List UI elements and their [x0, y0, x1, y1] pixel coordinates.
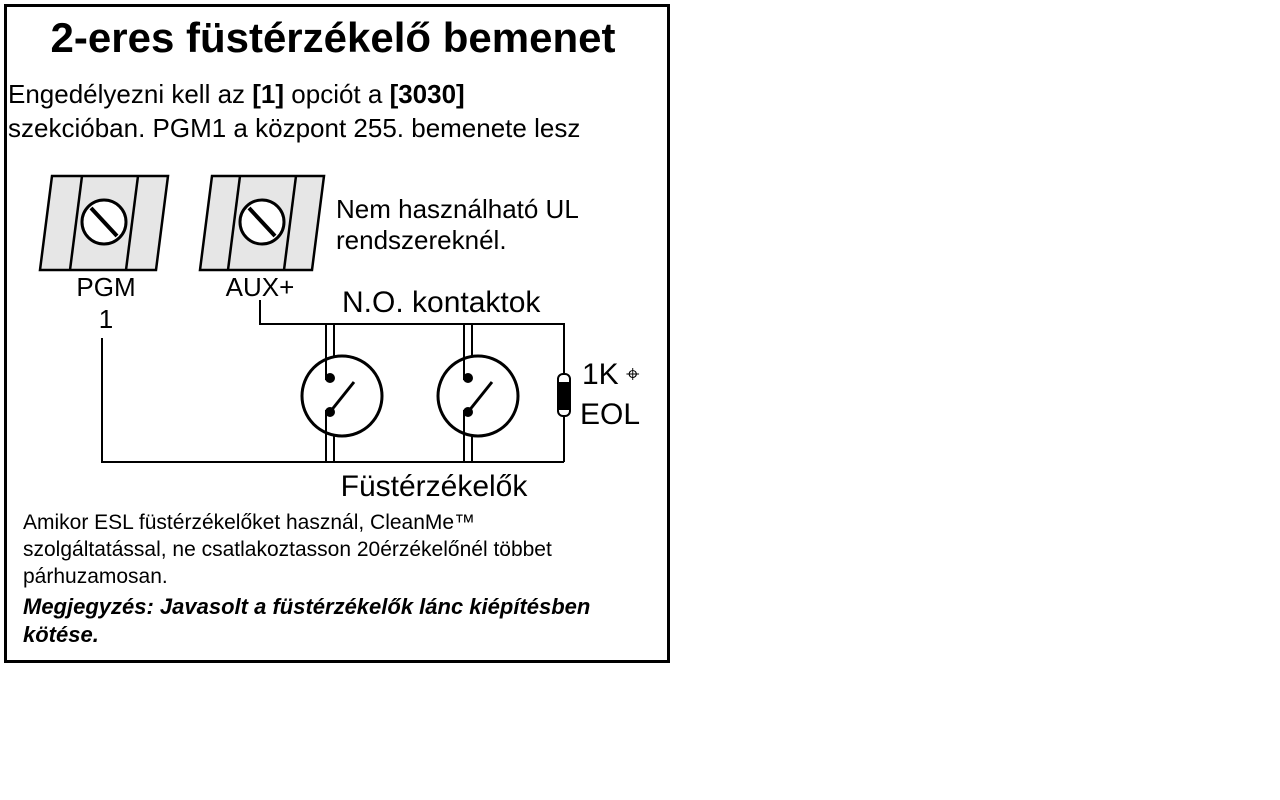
aux-label: AUX+: [225, 272, 295, 302]
smoke-detector-2: [438, 324, 518, 462]
intro-line-2: szekcióban. PGM1 a központ 255. bemenete lesz: [8, 113, 581, 143]
notes: [23, 509, 663, 649]
resistor-value: 1K: [582, 358, 619, 391]
intro-text-part1: Engedélyezni kell az: [8, 79, 253, 109]
note-line-1: Amikor ESL füstérzékelőket használ, CleanMe™: [23, 511, 476, 534]
pgm-number-label: 1: [98, 304, 114, 334]
intro-text-part2: opciót a: [284, 79, 390, 109]
pgm-terminal: [40, 176, 168, 270]
detectors-label: Füstérzékelők: [340, 470, 528, 503]
note-line-2: szolgáltatással, ne csatlakoztasson 20érzékelőnél többet: [23, 538, 552, 561]
resistor-ohm-icon: ⌖: [626, 361, 640, 388]
intro-section: [3030]: [389, 79, 465, 109]
note-line-3: párhuzamosan.: [23, 565, 168, 588]
aux-terminal: [200, 176, 324, 270]
intro-option: [1]: [252, 79, 285, 109]
warning-line-1: Nem használható UL: [336, 194, 579, 224]
resistor-type: EOL: [580, 398, 641, 431]
eol-resistor: [558, 374, 570, 416]
pgm-label: PGM: [76, 272, 136, 302]
warning-line-2: rendszereknél.: [336, 225, 507, 255]
smoke-detector-1: [302, 324, 382, 462]
note-recommendation: Megjegyzés: Javasolt a füstérzékelők lánc kiépítésben kötése.: [23, 594, 591, 647]
contacts-label: N.O. kontaktok: [342, 286, 541, 319]
diagram-title: 2-eres füstérzékelő bemenet: [50, 14, 616, 61]
